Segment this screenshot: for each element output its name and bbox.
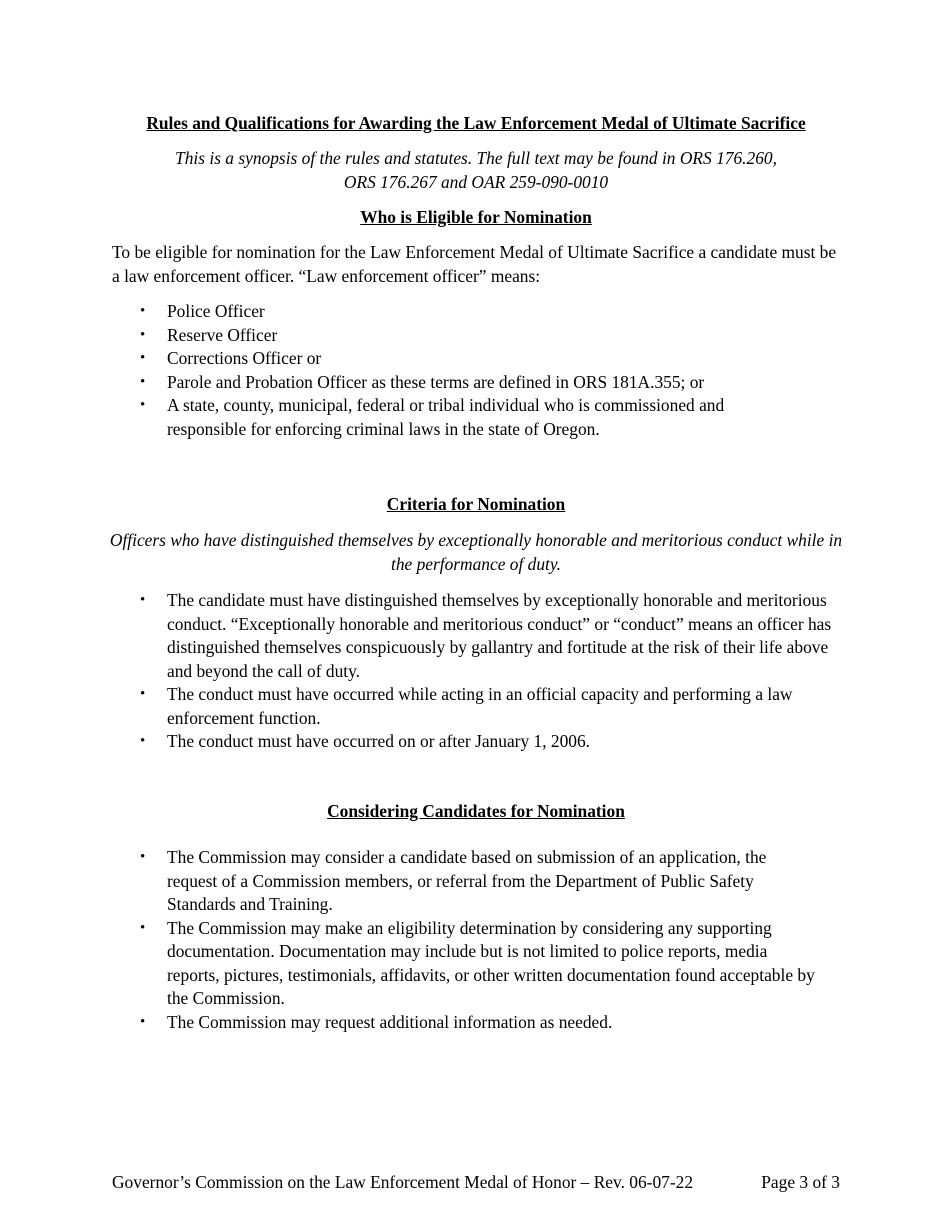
eligible-heading: Who is Eligible for Nomination [360, 207, 592, 227]
synopsis-line-2: ORS 176.267 and OAR 259-090-0010 [343, 171, 609, 192]
main-title: Rules and Qualifications for Awarding the Law Enforcement Medal of Ultimate Sacrifice [146, 113, 806, 133]
list-item: • The conduct must have occurred while acting in an official capacity and performing a law enforcement function. [140, 684, 793, 728]
bullet: • [140, 303, 146, 319]
bullet: • [140, 919, 146, 936]
list-item: • The conduct must have occurred on or after January 1, 2006. [112, 730, 840, 754]
footer-commission-text: Governor’s Commission on the Law Enforcement Medal of Honor – Rev. 06-07-22 [112, 1172, 694, 1192]
eligible-list [112, 300, 840, 441]
list-item: • Corrections Officer or [112, 347, 840, 371]
criteria-list [112, 589, 840, 754]
criteria-heading: Criteria for Nomination [386, 494, 566, 514]
list-item: • The Commission may consider a candidate based on submission of an application, the request of a Commission members, or referral from the Department of Public Safety Standards and Training. [140, 847, 767, 914]
list-item: • Reserve Officer [112, 324, 840, 348]
bullet: • [140, 849, 146, 865]
bullet: • [140, 350, 146, 366]
list-item: • The candidate must have distinguished themselves by exceptionally honorable and meritorious conduct. “Exceptionally honorable and meritorious conduct” or “conduct” means an officer has distinguished themselves conspicuously by gallantry and fortitude at the risk of their life above and beyond the call of duty. [140, 590, 832, 681]
bullet: • [140, 686, 146, 702]
criteria-subtitle: Officers who have distinguished themselves by exceptionally honorable and meritorious conduct while in the performance of duty. [109, 530, 843, 574]
bullet: • [140, 397, 146, 413]
list-item: • A state, county, municipal, federal or tribal individual who is commissioned and responsible for enforcing criminal laws in the state of Oregon. [140, 395, 725, 439]
bullet: • [140, 326, 146, 343]
considering-heading: Considering Candidates for Nomination [327, 801, 625, 821]
footer-page-number: Page 3 of 3 [761, 1172, 840, 1192]
list-item: • The Commission may make an eligibility determination by considering any supporting documentation. Documentation may include but is not limited to police reports, media reports, pictures, testimonials, affidavits, or other written documentation found acceptable by the Commission. [140, 917, 815, 1008]
bullet: • [140, 373, 146, 390]
considering-list [112, 846, 840, 1034]
list-item: • The Commission may request additional information as needed. [112, 1011, 840, 1035]
synopsis [112, 147, 840, 194]
bullet: • [140, 592, 146, 608]
list-item: • Parole and Probation Officer as these terms are defined in ORS 181A.355; or [112, 371, 840, 395]
eligible-intro: To be eligible for nomination for the Law Enforcement Medal of Ultimate Sacrifice a candidate must be a law enforcement officer. “Law enforcement officer” means: [112, 242, 837, 286]
bullet: • [140, 1013, 146, 1030]
list-item: • Police Officer [112, 300, 840, 324]
bullet: • [140, 733, 146, 749]
synopsis-line-1: This is a synopsis of the rules and statutes. The full text may be found in ORS 176.260, [175, 148, 777, 168]
